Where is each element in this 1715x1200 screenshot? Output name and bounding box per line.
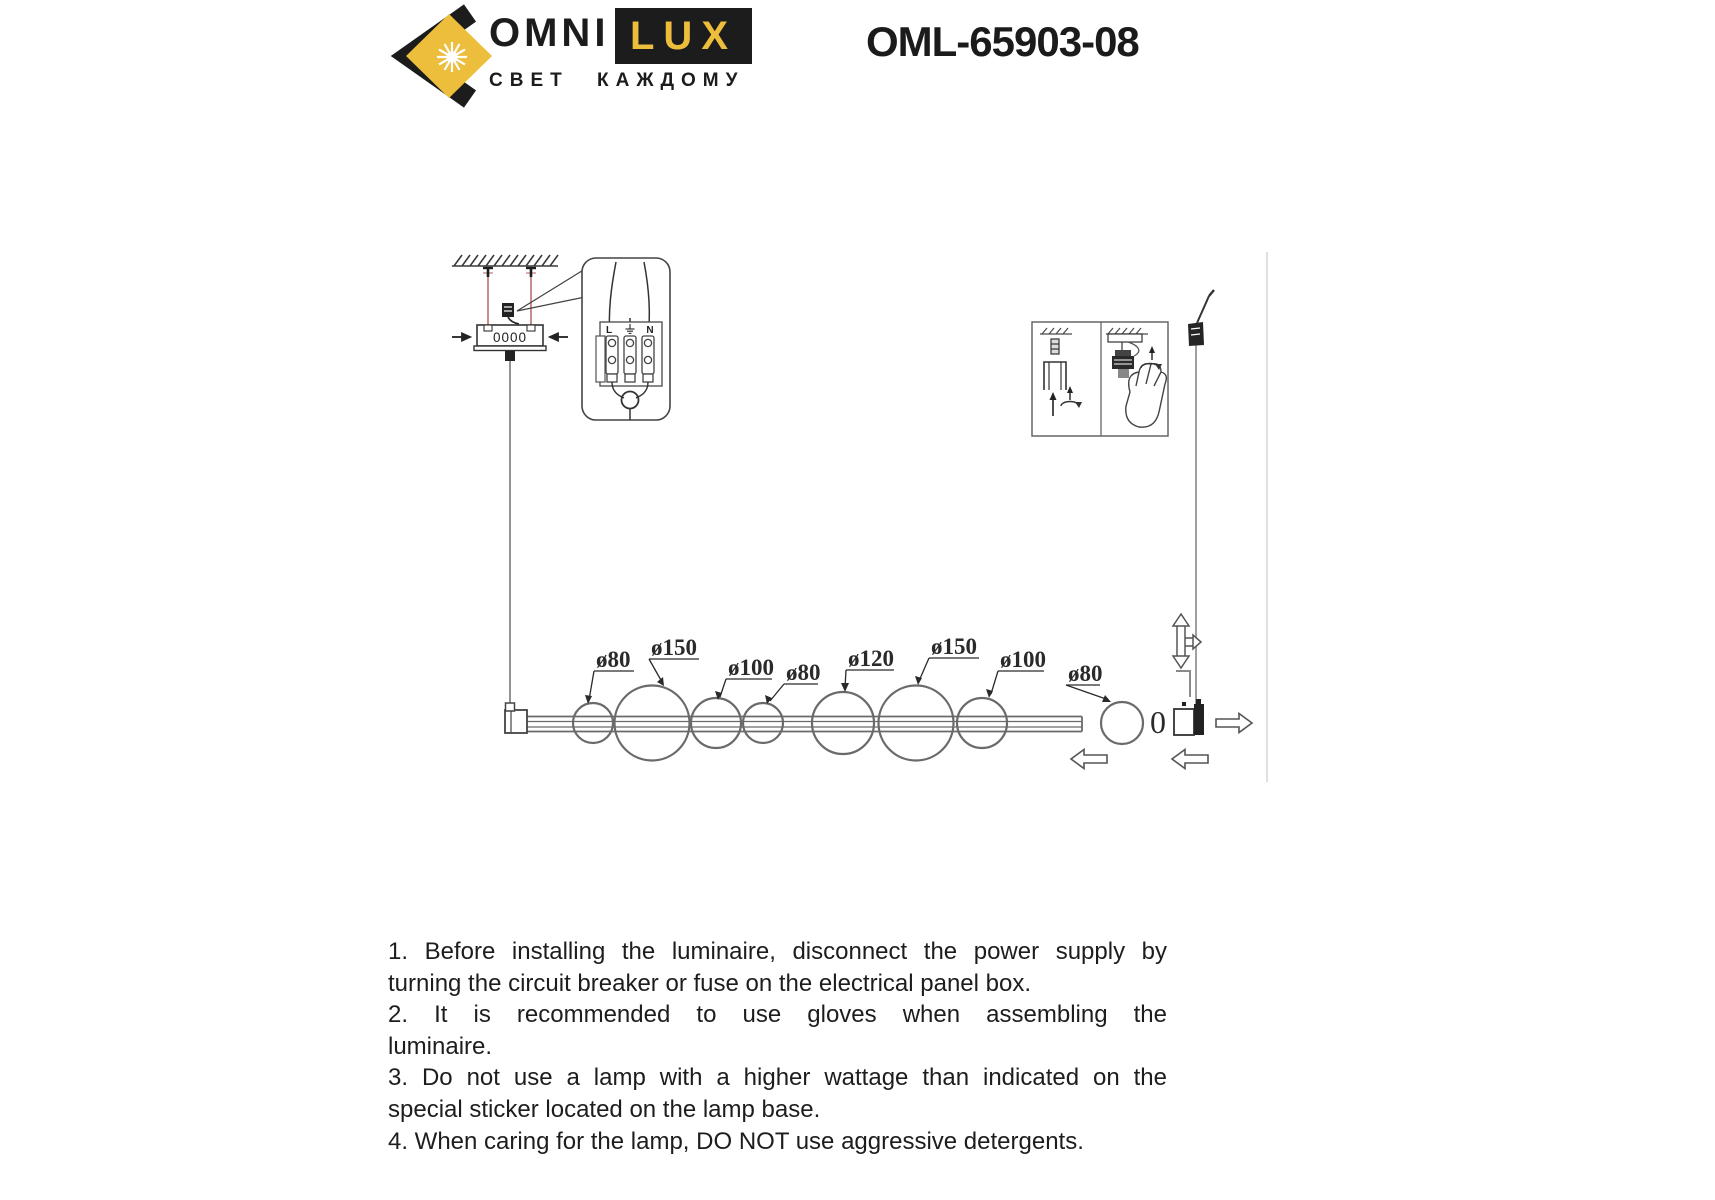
- svg-text:ø120: ø120: [848, 646, 894, 671]
- svg-text:ø100: ø100: [1000, 647, 1046, 672]
- instruction-line: 1. Before installing the luminaire, disconnect the power supply by: [388, 938, 1167, 965]
- svg-text:ø80: ø80: [786, 660, 821, 685]
- dimension-label: [715, 655, 774, 700]
- terminal-label-n: N: [646, 325, 654, 336]
- brand-name-omni: OMNI: [489, 11, 610, 55]
- glass-sphere-80b: [743, 703, 783, 743]
- corner-bracket-line: [1176, 671, 1190, 697]
- dimension-label: [841, 646, 894, 692]
- model-number: OML-65903-08: [866, 18, 1139, 65]
- terminal-label-l: L: [605, 325, 613, 336]
- svg-text:ø80: ø80: [596, 647, 631, 672]
- svg-text:ø100: ø100: [728, 655, 774, 680]
- dimension-label: [1066, 661, 1111, 702]
- brand-tagline: СВЕТ КАЖДОМУ: [489, 70, 745, 91]
- end-ring-label: 0: [1150, 704, 1166, 740]
- instruction-line: 3. Do not use a lamp with a higher wattage than indicated on the: [388, 1064, 1167, 1092]
- wire-connector-icon: [502, 303, 519, 324]
- canopy-code: 0000: [492, 330, 528, 345]
- instruction-line: 4. When caring for the lamp, DO NOT use aggressive detergents.: [388, 1127, 1084, 1155]
- dimension-label: [915, 634, 979, 685]
- cord-grip-connector: [1174, 699, 1204, 735]
- instructions: [388, 936, 1167, 1157]
- bar-end-cap: [505, 710, 527, 733]
- instruction-line: special sticker located on the lamp base.: [388, 1095, 821, 1123]
- detail-inset-panel: [1032, 322, 1168, 436]
- instruction-line: turning the circuit breaker or fuse on the electrical panel box.: [388, 969, 1032, 997]
- wire-lever-connector: [1188, 290, 1214, 346]
- ceiling-hatch: [452, 255, 558, 266]
- arrow-left-icon: [1172, 750, 1208, 769]
- brand-name-lux: LUX: [630, 14, 737, 58]
- instruction-line: 2. It is recommended to use gloves when assembling the: [388, 1001, 1167, 1029]
- svg-text:ø150: ø150: [931, 634, 977, 659]
- svg-text:ø80: ø80: [1068, 661, 1103, 686]
- glass-sphere-100b: [957, 698, 1007, 748]
- svg-text:ø150: ø150: [651, 635, 697, 660]
- mounting-guide-lines: [482, 273, 537, 330]
- instruction-line: luminaire.: [388, 1032, 493, 1060]
- glass-sphere-80: [573, 703, 613, 743]
- pendant-spheres: [573, 686, 1143, 761]
- wiring-callout: [582, 258, 670, 420]
- glass-sphere-120: [812, 692, 874, 754]
- mounting-canopy: [474, 325, 546, 361]
- canopy-nipple: [505, 351, 515, 361]
- glass-sphere-100: [691, 698, 741, 748]
- glass-sphere-150: [615, 686, 690, 761]
- bar-wire-nib: [506, 703, 515, 711]
- move-directions-icon: [1173, 614, 1201, 668]
- glass-sphere-80-detached: [1101, 702, 1143, 744]
- arrow-left-icon: [1071, 750, 1107, 769]
- glass-sphere-150b: [879, 686, 954, 761]
- dimension-label: [986, 647, 1046, 698]
- arrow-right-icon: [1216, 714, 1252, 733]
- dimension-label: [649, 635, 699, 686]
